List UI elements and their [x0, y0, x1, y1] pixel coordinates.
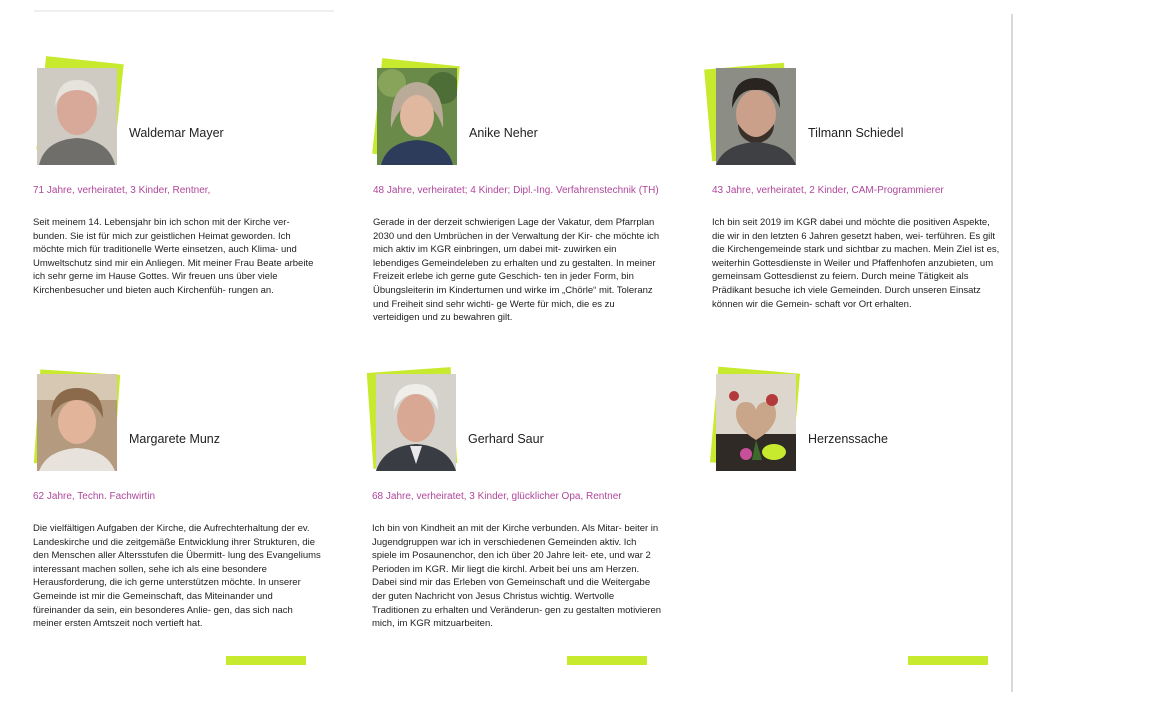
- photo-frame: [33, 64, 123, 168]
- profile-name: Tilmann Schiedel: [808, 126, 904, 140]
- profile-name: Gerhard Saur: [468, 432, 544, 446]
- photo-frame: [373, 64, 463, 168]
- profile-bio: Seit meinem 14. Lebensjahr bin ich schon mit der Kirche ver- bunden. Sie ist für mich zur geistlichen Heimat geworden. Ich möchte mich für traditionelle Werte einsetzen, auch Klima- und Umweltschutz sind mir ein Anliegen. Mit meiner Frau Beate arbeite ich sehr gerne im Hause Gottes. Wir freuen uns über viele Kirchenbesucher und bieten auch Kirchenfüh- rungen an.: [33, 217, 314, 296]
- accent-bar: [908, 656, 988, 665]
- profile-bio: Gerade in der derzeit schwierigen Lage der Vakatur, dem Pfarrplan 2030 und den Umbrüchen in der Verwaltung der Kir- che möchte ich mich aktiv im KGR einbringen, um dabei mit- zuwirken ein lebendiges Gemeindeleben zu erhalten und zu gestalten. In meiner Freizeit erlebe ich gerne gute Geschich- ten in jeder Form, bin Übungsleiterin im Kinderturnen und wirke im „Chörle“ mit. Toleranz und Freiheit sind sehr wichti- ge Werte für mich, die es zu verteidigen und zu bewahren gilt.: [373, 217, 660, 324]
- profile-bio: Ich bin von Kindheit an mit der Kirche verbunden. Als Mitar- beiter in Jugendgruppen war ich in verschiedenen Gemeinden aktiv. Ich spiele im Posaunenchor, den ich über 20 Jahre leit- ete, und war 2 Perioden im KGR. Mir liegt die kirchl. Arbeit bei uns am Herzen. Dabei sind mir das Erleben von Gemeinschaft und die Weitergabe der guten Nachricht von Jesus Christus wichtig. Wertvolle Traditionen zu erhalten und Veränderun- gen zu gestalten motivieren mich, im KGR mitzuarbeiten.: [372, 523, 662, 630]
- portrait-photo: [37, 68, 117, 165]
- portrait-photo: [376, 374, 456, 471]
- photo-frame: [372, 370, 462, 474]
- page-divider: [1011, 14, 1013, 692]
- profile-name: Anike Neher: [469, 126, 538, 140]
- profile-name: Margarete Munz: [129, 432, 221, 446]
- profile-bio: Ich bin seit 2019 im KGR dabei und möchte die positiven Aspekte, die wir in den letzten 6 Jahren gesetzt haben, wei- terführen. Es gilt die Kirchengemeinde stark und sichtbar zu machen. Mein Ziel ist es, weiterhin Gottesdienste in Weiler und Pfaffenhofen anzubieten, um gemeinsam Gottesdienst zu feiern. Durch meine Tätigkeit als Prädikant besuche ich viele Gemeinden. Durch unseren Einsatz können wir die Gemein- schaft vor Ort erhalten.: [712, 217, 1000, 310]
- profile-meta: 43 Jahre, verheiratet, 2 Kinder, CAM-Programmierer: [712, 185, 944, 196]
- portrait-photo: [37, 374, 117, 471]
- profile-name: Herzenssache: [808, 432, 888, 446]
- photo-frame: [712, 370, 802, 474]
- accent-bar: [567, 656, 647, 665]
- profile-bio: Die vielfältigen Aufgaben der Kirche, die Aufrechterhaltung der ev. Landeskirche und die zeitgemäße Entwicklung ihrer Strukturen, die den Menschen aller Altersstufen die Übermitt- lung des Evangeliums interessant machen sollen, sehe ich als eine besondere Herausforderung, die ich gerne unterstützen möchte. In unserer Gemeinde ist mir die Gemeinschaft, das Miteinander und füreinander da sein, ein besonderes Anlie- gen, das sich nach meiner ersten Amtszeit noch vertieft hat.: [33, 523, 321, 630]
- top-rule: [34, 10, 334, 12]
- profile-name: Waldemar Mayer: [129, 126, 224, 140]
- accent-bar: [226, 656, 306, 665]
- photo-frame: [33, 370, 123, 474]
- heart-decoration-photo: [716, 374, 796, 471]
- profile-meta: 62 Jahre, Techn. Fachwirtin: [33, 491, 156, 502]
- profile-meta: 71 Jahre, verheiratet, 3 Kinder, Rentner,: [33, 185, 211, 196]
- profile-meta: 68 Jahre, verheiratet, 3 Kinder, glücklicher Opa, Rentner: [372, 491, 622, 502]
- profile-meta: 48 Jahre, verheiratet; 4 Kinder; Dipl.-Ing. Verfahrenstechnik (TH): [373, 185, 659, 196]
- portrait-photo: [716, 68, 796, 165]
- photo-frame: [712, 64, 802, 168]
- portrait-photo: [377, 68, 457, 165]
